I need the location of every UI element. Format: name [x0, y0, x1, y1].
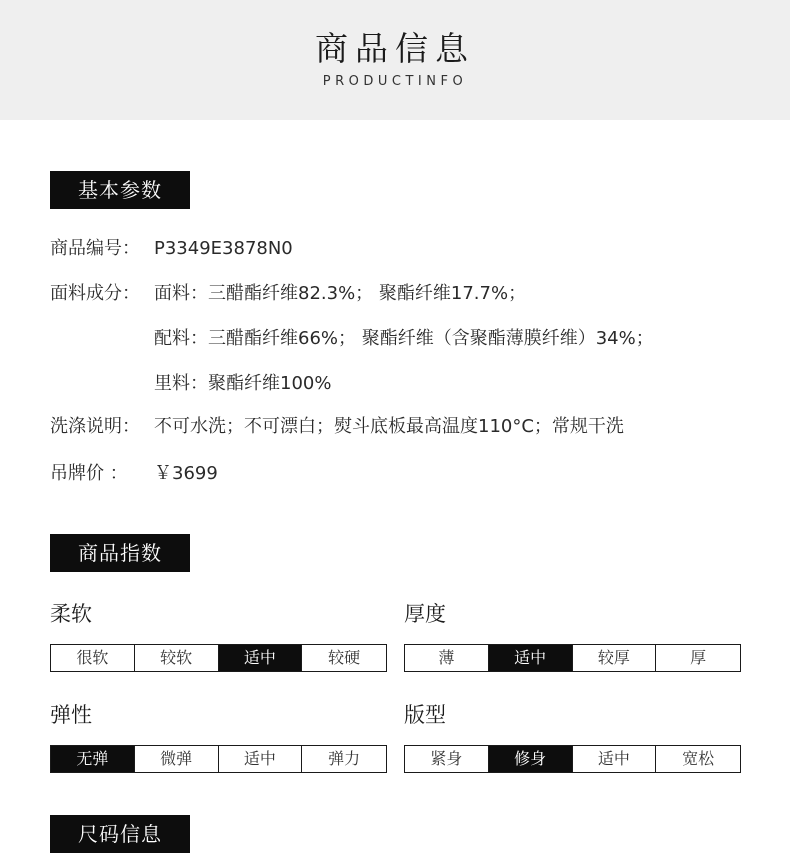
softness-option: 很软 — [51, 645, 135, 671]
fit-title: 版型 — [404, 703, 446, 727]
trim-row — [154, 327, 654, 351]
wash-label: 洗涤说明： — [50, 416, 140, 437]
product-index-tag: 商品指数 — [50, 534, 190, 572]
softness-title: 柔软 — [50, 602, 92, 626]
thickness-scale — [404, 644, 741, 672]
lining-value: 里料：聚酯纤维100% — [154, 373, 332, 394]
page-header — [0, 0, 790, 120]
page-title: 商品信息 — [315, 29, 475, 68]
thickness-title: 厚度 — [404, 602, 446, 626]
fit-option: 修身 — [489, 746, 573, 772]
lining-row — [154, 372, 331, 396]
price-row — [50, 462, 218, 486]
basic-params-tag: 基本参数 — [50, 171, 190, 209]
thickness-option: 较厚 — [573, 645, 657, 671]
product-code-row — [50, 237, 293, 261]
wash-row — [50, 415, 624, 439]
softness-option: 较软 — [135, 645, 219, 671]
thickness-option: 适中 — [489, 645, 573, 671]
page-subtitle: PRODUCTINFO — [322, 74, 468, 89]
fabric-label: 面料成分： — [50, 283, 140, 304]
elasticity-option: 弹力 — [302, 746, 386, 772]
thickness-option: 厚 — [656, 645, 740, 671]
product-code-label: 商品编号： — [50, 238, 140, 259]
softness-option: 较硬 — [302, 645, 386, 671]
fit-option: 紧身 — [405, 746, 489, 772]
thickness-option: 薄 — [405, 645, 489, 671]
product-code-value: P3349E3878N0 — [154, 238, 293, 259]
fabric-row — [50, 282, 526, 306]
trim-value: 配料：三醋酯纤维66%； 聚酯纤维（含聚酯薄膜纤维）34%； — [154, 328, 654, 349]
elasticity-option: 微弹 — [135, 746, 219, 772]
fit-scale — [404, 745, 741, 773]
price-label: 吊牌价 ： — [50, 463, 128, 484]
size-info-tag: 尺码信息 — [50, 815, 190, 853]
elasticity-option: 无弹 — [51, 746, 135, 772]
elasticity-option: 适中 — [219, 746, 303, 772]
price-value: ￥3699 — [154, 463, 218, 484]
elasticity-title: 弹性 — [50, 703, 92, 727]
softness-option: 适中 — [219, 645, 303, 671]
fit-option: 宽松 — [656, 746, 740, 772]
wash-value: 不可水洗；不可漂白；熨斗底板最高温度110°C；常规干洗 — [154, 416, 624, 437]
fabric-value: 面料：三醋酯纤维82.3%； 聚酯纤维17.7%； — [154, 283, 527, 304]
elasticity-scale — [50, 745, 387, 773]
softness-scale — [50, 644, 387, 672]
fit-option: 适中 — [573, 746, 657, 772]
